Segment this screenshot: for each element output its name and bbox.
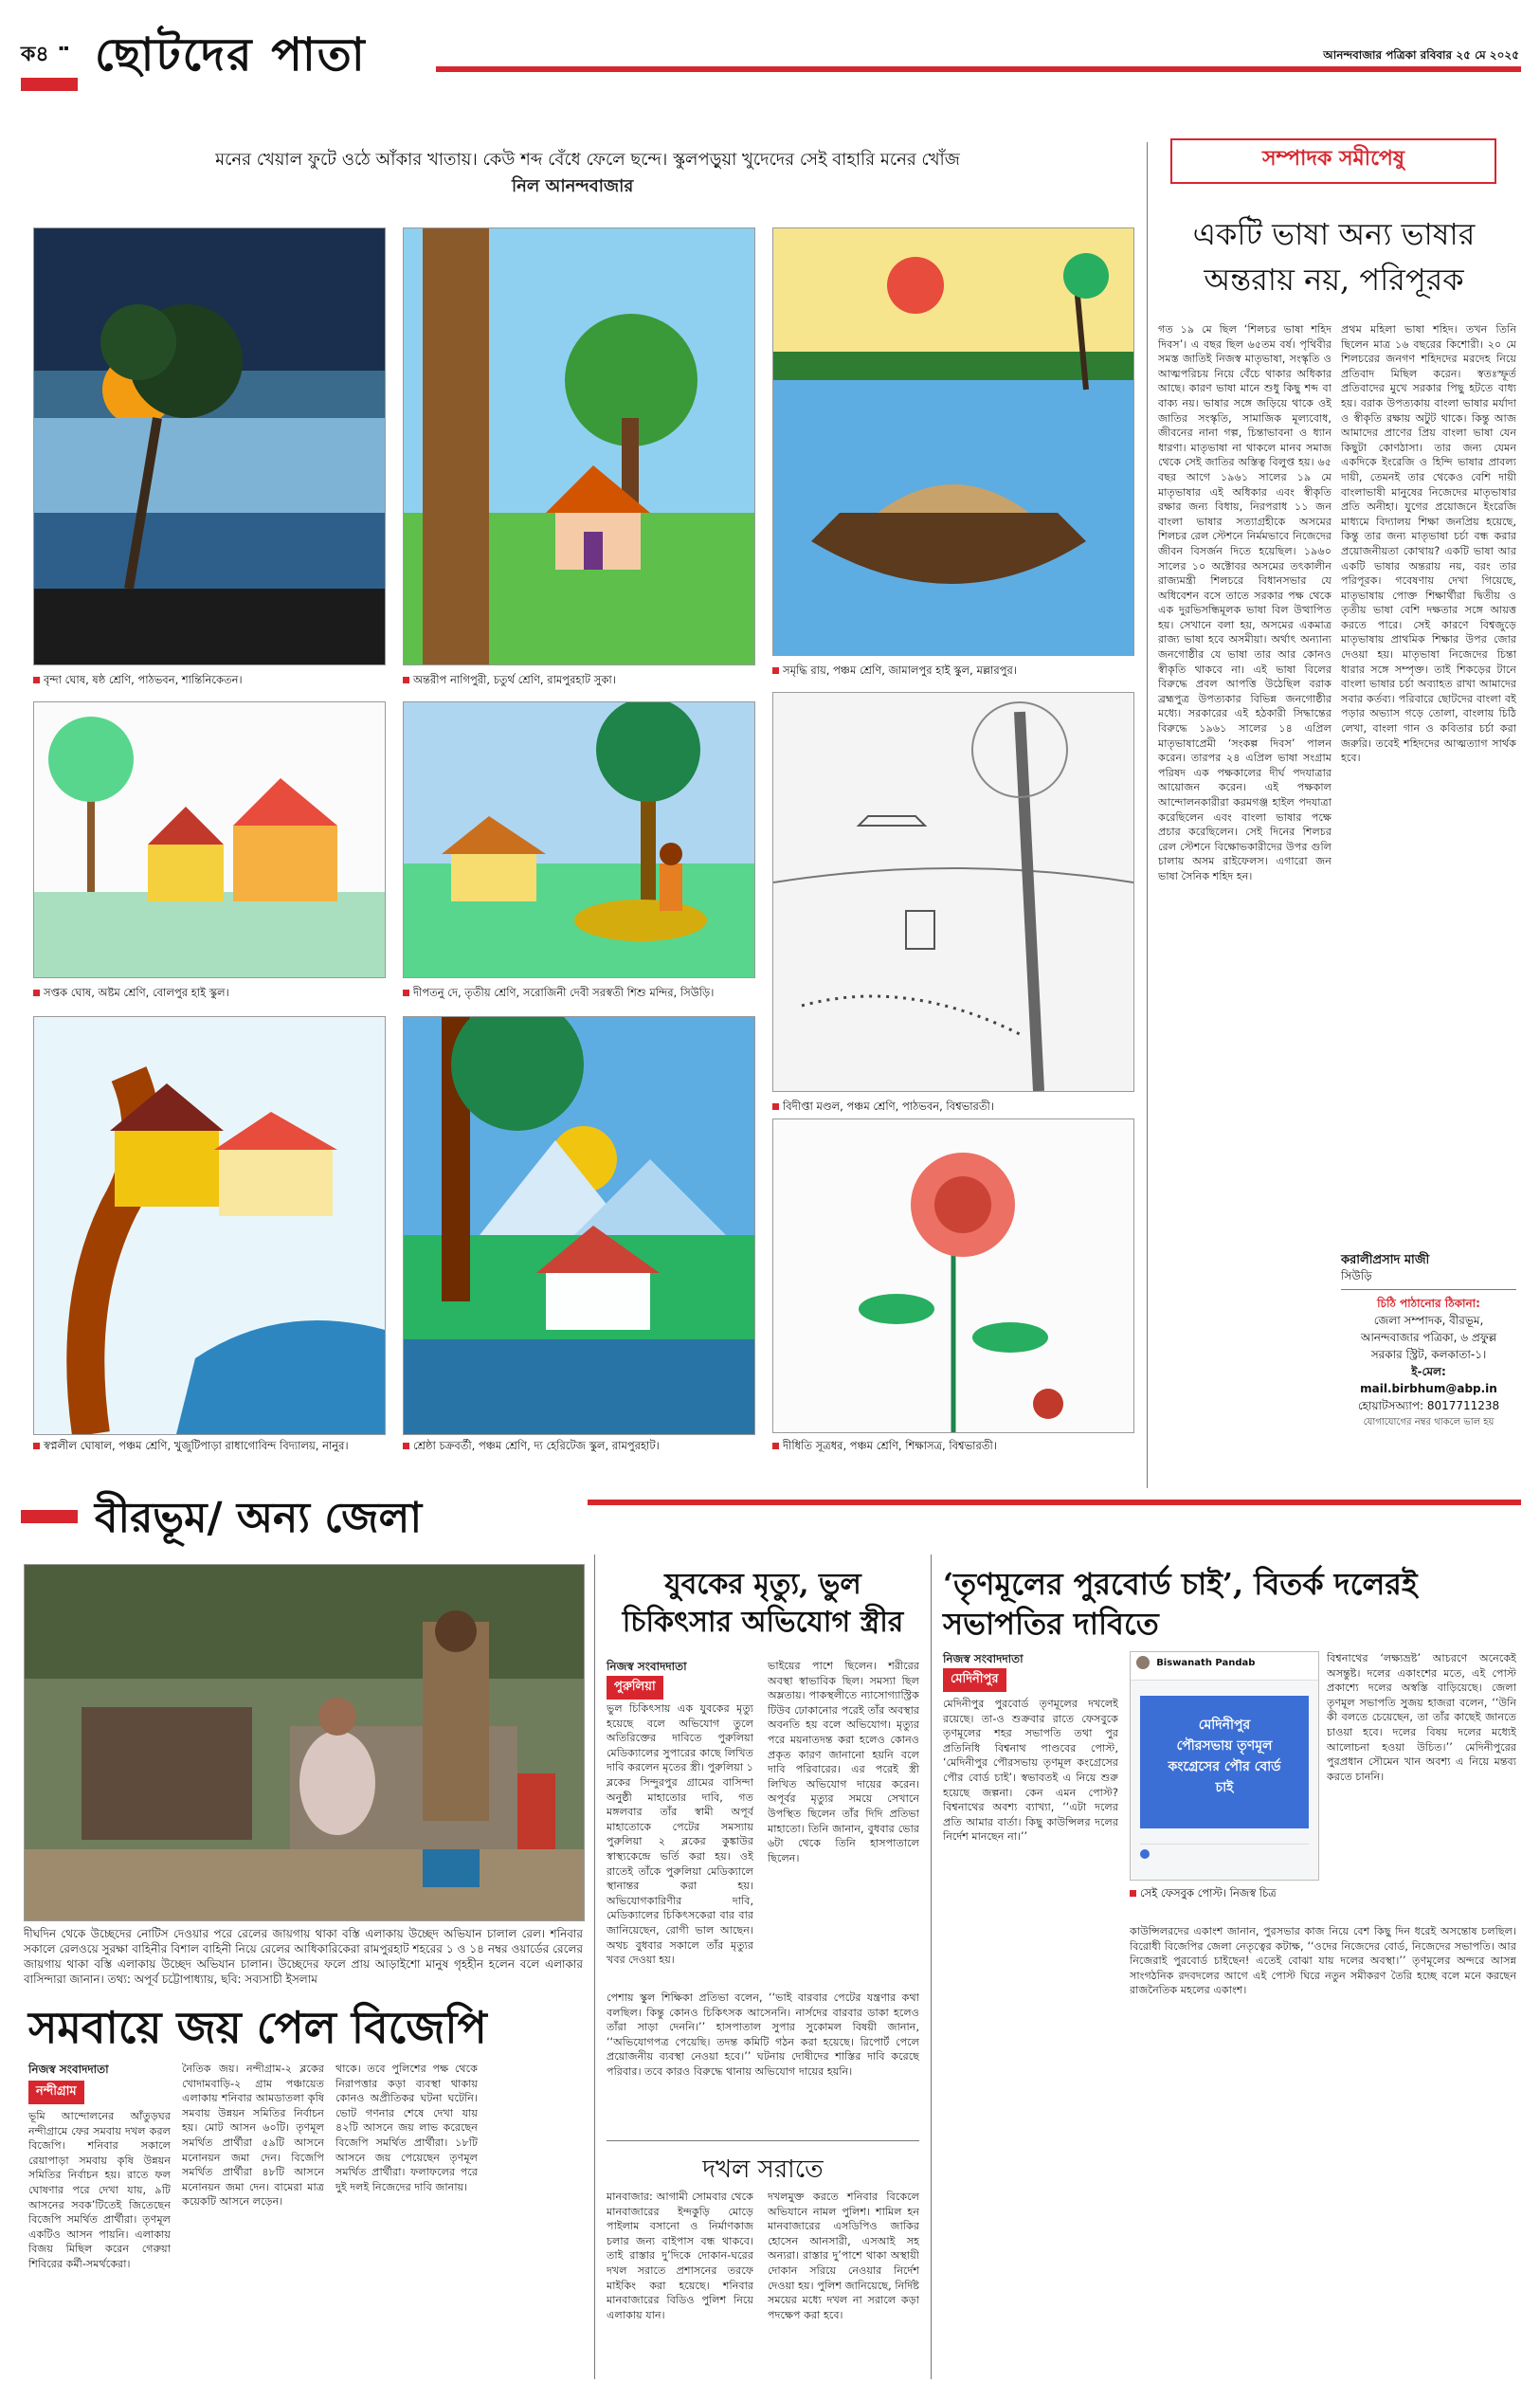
fb-post-line-3: কংগ্রেসের পৌর বোর্ড — [1168, 1759, 1281, 1774]
caption-9: দীধিতি সূত্রধর, পঞ্চম শ্রেণি, শিক্ষাসত্র, বিশ্বভারতী। — [772, 1439, 1132, 1453]
letter-author-name: করালীপ্রসাদ মাজী — [1341, 1253, 1430, 1267]
address-line-3: সরকার স্ট্রিট, কলকাতা-১। — [1370, 1348, 1487, 1361]
story-divider-1 — [594, 1555, 595, 2379]
painting-tree-moon — [33, 227, 386, 665]
letter-author-place: সিউড়ি — [1341, 1269, 1372, 1282]
district-bar-left — [21, 1510, 78, 1523]
fb-avatar — [1136, 1656, 1150, 1669]
header-bar-left — [21, 78, 78, 91]
editorial-col-2-text: প্রথম মহিলা ভাষা শহিদ। তখন তিনি ছিলেন মাত্র ১৬ বছরের কিশোরী। ২০ মে শিলচরের জনগণ শহিদদের মরদেহ নিয়ে প্রতিবাদ মিছিল করেন। স্বতঃস্ফূর্ত প্রতিবাদের মুখে সরকার পিছু হটতে বাধ্য হয়। বরাক উপত্যকায় বাংলা ভাষার মর্যাদা ও স্বীকৃতি রক্ষায় অটুট থাকে। কিন্তু আজ আমাদের প্রাণের প্রিয় বাংলা ভাষা যেন কিছুটা কোণঠাসা। তার জন্য যেমন একদিকে ইংরেজি ও হিন্দি ভাষার প্রাবল্য দায়ী, তেমনই তার থেকেও বেশি দায়ী বাংলাভাষী মানুষের নিজেদের মাতৃভাষার প্রতি অনীহা। যুগের প্রয়োজনে ইংরেজি মাধ্যমে বিদ্যালয় শিক্ষা জনপ্রিয় হয়েছে, কিন্তু তার জন্য মাতৃভাষা চর্চা বন্ধ করার প্রয়োজনীয়তা কোথায়? একটি ভাষা আর একটি ভাষার অন্তরায় নয়, বরং তার পরিপূরক। গবেষণায় দেখা গিয়েছে, মাতৃভাষায় পোক্ত শিক্ষার্থীরা দ্বিতীয় ও তৃতীয় ভাষা বেশি দক্ষতার সঙ্গে আয়ত্ত করতে পারে। সেই কারণে বিশ্বজুড়ে মাতৃভাষায় প্রাথমিক শিক্ষার উপর জোর দেওয়া হয়। মাতৃভাষা নিজেদের চিন্তা ধারার সঙ্গে সম্পৃক্ত। তাই শিকড়ের টানে বাংলা ভাষার চর্চা অব্যাহত রাখা আমাদের সবার কর্তব্য। পরিবারে ছোটদের বাংলা বই পড়ার অভ্যাস গড়ে তোলা, বাংলায় চিঠি লেখা, বাংলা গান ও কবিতার চর্চা করা জরুরি। তবেই শহিদদের আত্মত্যাগ সার্থক হবে। — [1341, 323, 1516, 765]
address-whatsapp: হোয়াটসঅ্যাপ: 8017711238 — [1357, 1399, 1500, 1412]
purulia-col-2 — [768, 1659, 919, 1986]
painting-path-house — [33, 1016, 386, 1435]
dakhal-col-2-text: দখলমুক্ত করতে শনিবার বিকেলে অভিযানে নামল পুলিশ। শামিল হন মানবাজারের এসডিপিও জাকির হোসেন আনসারী, এসআই সহ অন্যরা। রাস্তার দু’পাশে থাকা অস্থায়ী দোকান সরিয়ে নেওয়ার নির্দেশ দেওয়া হয়। পুলিশ জানিয়েছে, নির্দিষ্ট সময়ের মধ্যে দখল না সরালে কড়া পদক্ষেপ করা হবে। — [768, 2191, 919, 2321]
samabay-byline: নিজস্ব সংবাদদাতা — [28, 2063, 109, 2076]
address-footnote: যোগাযোগের নম্বর থাকলে ভাল হয় — [1363, 1417, 1495, 1427]
dakhal-col-2 — [768, 2190, 919, 2374]
purulia-col-3 — [607, 1991, 919, 2123]
samabay-col-3-text: থাকে। তবে পুলিশের পক্ষ থেকে নিরাপত্তার কড়া ব্যবস্থা থাকায় কোনও অপ্রীতিকর ঘটনা ঘটেনি। ভোট গণনার শেষে দেখা যায় ৪২টি আসনে জয় লাভ করেছেন বিজেপি সমর্থিত প্রার্থীরা। ১৮টি আসনে জয় পেয়েছেন তৃণমূল সমর্থিত প্রার্থীরা। ফলাফলের পরে দুই দলই নিজেদের দাবি জানায়। — [335, 2063, 478, 2193]
editorial-col-2 — [1341, 322, 1516, 1242]
caption-2: অন্তরীপ নাগিপুরী, চতুর্থ শ্রেণি, রামপুরহাট সুকা। — [403, 673, 753, 687]
editorial-headline-2: অন্তরায় নয়, পরিপূরক — [1204, 262, 1464, 298]
medinipur-byline: নিজস্ব সংবাদদাতা — [943, 1652, 1024, 1665]
address-email: ই-মেল: mail.birbhum@abp.in — [1360, 1365, 1497, 1395]
painting-rose — [772, 1118, 1134, 1433]
samabay-col-1-text: ভূমি আন্দোলনের আঁতুড়ঘর নন্দীগ্রামে ফের সমবায় দখল করল বিজেপি। শনিবার সকালে রেয়াপাড়া সমবায় কৃষি উন্নয়ন সমিতির নির্বাচন হয়। রাতে ফল ঘোষণার পরে দেখা যায়, ৯টি আসনের সবক’টিতেই জিতেছেন বিজেপি সমর্থিত প্রার্থীরা। তৃণমূল একটিও আসন পায়নি। এলাকায় বিজয় মিছিল করেন গেরুয়া শিবিরের কর্মী-সমর্থকেরা। — [28, 2110, 171, 2270]
header-bar-right — [436, 66, 1521, 72]
caption-5: দীপতনু দে, তৃতীয় শ্রেণি, সরোজিনী দেবী সরস্বতী শিশু মন্দির, সিউড়ি। — [403, 986, 753, 1000]
caption-4: সপ্তক ঘোষ, অষ্টম শ্রেণি, বোলপুর হাই স্কুল। — [33, 986, 384, 1000]
samabay-place: নন্দীগ্রাম — [28, 2081, 84, 2104]
district-bar-right — [588, 1500, 1521, 1505]
dakhal-col-1 — [607, 2190, 753, 2374]
purulia-byline: নিজস্ব সংবাদদাতা — [607, 1660, 687, 1673]
letters-divider — [1341, 1289, 1516, 1290]
painting-sketch-pond — [772, 692, 1134, 1092]
intro-author: নিল আনন্দবাজার — [512, 176, 634, 196]
fb-like-icon — [1140, 1849, 1150, 1859]
samabay-col-1 — [28, 2109, 171, 2374]
fb-header — [1131, 1652, 1318, 1681]
address-line-2: আনন্দবাজার পত্রিকা, ৬ প্রফুল্ল — [1360, 1331, 1497, 1344]
fb-post-line-2: পৌরসভায় তৃণমূল — [1176, 1738, 1273, 1754]
medinipur-col-1-text: মেদিনীপুর পুরবোর্ড তৃণমূলের দখলেই রয়েছে। তা-ও শুক্রবার রাতে ফেসবুকে তৃণমূলের শহর সভাপতি তথা পুর প্রতিনিধি বিশ্বনাথ পাণ্ডবের পোস্ট, ‘মেদিনীপুর পৌরসভায় তৃণমূল কংগ্রেসের পৌর বোর্ড চাই’। স্বভাবতই এ নিয়ে শুরু হয়েছে জল্পনা। কেন এমন পোস্ট? বিশ্বনাথের অবশ্য ব্যাখ্যা, ‘‘এটা দলের প্রতি আমার বার্তা। কিছু কাউন্সিলর দলের নির্দেশ মানছেন না।’’ — [943, 1698, 1118, 1844]
address-head: চিঠি পাঠানোর ঠিকানা: — [1377, 1297, 1480, 1310]
eviction-photo — [24, 1564, 585, 1921]
fb-post-line-1: মেদিনীপুর — [1198, 1718, 1251, 1733]
caption-8: শ্রেষ্ঠা চক্রবর্তী, পঞ্চম শ্রেণি, দ্য হেরিটেজ স্কুল, রামপুরহাট। — [403, 1439, 753, 1453]
purulia-col-1-text: ভুল চিকিৎসায় এক যুবকের মৃত্যু হয়েছে বলে অভিযোগ তুলে অতিরিক্তের দাবিতে পুরুলিয়া মেডিক্যালের সুপারের কাছে লিখিত দাবি করলেন মৃতের স্ত্রী। পুরুলিয়া ১ ব্লকের সিন্দুরপুর গ্রামের বাসিন্দা অনুষ্ঠী মাহাতোর দাবি, গত মঙ্গলবার তাঁর স্বামী অপূর্ব মাহাতোকে পেটের সমস্যায় পুরুলিয়া ২ ব্লকের কুঙ্কাউর স্বাস্থ্যকেন্দ্রে ভর্তি করা হয়। ওই রাতেই তাঁকে পুরুলিয়া মেডিক্যালে স্থানান্তর করা হয়। অভিযোগকারিণীর দাবি, মেডিক্যালের চিকিৎসকেরা বার বার জানিয়েছেন, রোগী ভাল আছেন। অথচ বুধবার সকালে তাঁর মৃত্যুর খবর দেওয়া হয়। — [607, 1702, 753, 1967]
medinipur-place: মেদিনীপুর — [943, 1668, 1006, 1692]
samabay-headline: সমবায়ে জয় পেল বিজেপি — [28, 2002, 487, 2053]
eviction-caption-text: দীঘদিন থেকে উচ্ছেদের নোটিস দেওয়ার পরে রেলের জায়গায় থাকা বস্তি এলাকায় উচ্ছেদ অভিযান চালাল রেল। শনিবার সকালে রেলওয়ে সুরক্ষা বাহিনীর বিশাল বাহিনী নিয়ে রেলের আধিকারিকেরা রামপুরহাট শহরের ১ ও ১৪ নম্বর ওয়ার্ডের রেলের জায়গায় থাকা বস্তি এলাকায় উচ্ছেদ অভিযান চালান। উচ্ছেদের ফলে প্রায় আড়াইশো মানুষ গৃহহীন হলেন বলে এলাকার বাসিন্দারা জানান। তথ্য: অপূর্ব চট্টোপাধ্যায়, ছবি: সব্যসাচী ইসলাম — [24, 1927, 583, 1986]
medinipur-col-3-text: কাউন্সিলরদের একাংশ জানান, পুরসভার কাজ নিয়ে বেশ কিছু দিন ধরেই অসন্তোষ চলছিল। বিরোধী বিজেপির জেলা নেতৃত্বের কটাক্ষ, ‘‘ওদের নিজেদের বোর্ড, নিজেদের সভাপতি। আর নিজেরাই পুরবোর্ড চাইছেন! এতেই বোঝা যায় দলের অবস্থা।’’ তৃণমূলের অন্দরে আসন্ন সাংগঠনিক রদবদলের আগে এই পোস্ট ঘিরে নতুন সমীকরণ তৈরি হচ্ছে বলে মনে করছেন রাজনৈতিক মহলের একাংশ। — [1130, 1925, 1516, 1997]
editorial-label-text: সম্পাদক সমীপেষু — [1262, 147, 1404, 171]
district-title: বীরভূম/ অন্য জেলা — [95, 1494, 423, 1542]
painting-boat-sunset — [772, 227, 1134, 656]
caption-6: বিদীপ্তা মণ্ডল, পঞ্চম শ্রেণি, পাঠভবন, বিশ্বভারতী। — [772, 1100, 1132, 1114]
header-seal: ▪▪ — [59, 44, 69, 52]
editorial-headline-1: একটি ভাষা অন্য ভাষার — [1192, 216, 1476, 252]
caption-7: স্বপ্নলীল ঘোষাল, পঞ্চম শ্রেণি, খুজুটিপাড়া রাধাগোবিন্দ বিদ্যালয়, নানুর। — [33, 1439, 384, 1453]
painting-boy-tree — [403, 701, 755, 978]
editorial-col-1 — [1158, 322, 1332, 1460]
purulia-col-1 — [607, 1701, 753, 1986]
caption-1: বৃন্দা ঘোষ, ষষ্ঠ শ্রেণি, পাঠভবন, শান্তিনিকেতন। — [33, 673, 384, 687]
masthead: আনন্দবাজার পত্রিকা রবিবার ২৫ মে ২০২৫ — [1323, 48, 1519, 62]
dakhal-top-rule — [607, 2140, 919, 2141]
fb-post-card — [1140, 1696, 1309, 1828]
samabay-col-2-text: নৈতিক জয়। নন্দীগ্রাম-২ ব্লকের খোদামবাড়ি-২ গ্রাম পঞ্চায়েত এলাকায় শনিবার আমডাতলা কৃষি সমবায় উন্নয়ন সমিতির নির্বাচন হয়। মোট আসন ৬০টি। তৃণমূল সমর্থিত প্রার্থীরা ৫৯টি আসনে মনোনয়ন জমা দেন। বিজেপি সমর্থিত প্রার্থীরা ৪৮টি আসনে মনোনয়ন জমা দেন। বামেরা মাত্র কয়েকটি আসনে লড়েন। — [182, 2063, 324, 2209]
purulia-headline: যুবকের মৃত্যু, ভুল চিকিৎসার অভিযোগ স্ত্রীর — [622, 1568, 904, 1639]
editorial-label — [1170, 138, 1496, 184]
purulia-place: পুরুলিয়া — [607, 1676, 663, 1700]
dakhal-col-1-text: মানবাজার: আগামী সোমবার থেকে মানবাজারের ইন্দকুড়ি মোড়ে পাইলাম বসানো ও নির্মাণকাজ চলার জন্য বাইপাস বন্ধ থাকবে। তাই রাস্তার দু’দিকে দোকান-ঘরের দখল সরাতে প্রশাসনের তরফে মাইকিং করা হয়েছে। শনিবার মানবাজারের বিডিও পুলিশ নিয়ে এলাকায় যান। — [607, 2191, 753, 2321]
medinipur-headline: ‘তৃণমূলের পুরবোর্ড চাই’, বিতর্ক দলেরই সভাপতির দাবিতে — [943, 1566, 1418, 1642]
facebook-post — [1130, 1651, 1319, 1881]
samabay-col-2 — [182, 2062, 324, 2374]
page-number: ক৪ — [21, 43, 49, 66]
painting-village-tree — [403, 227, 755, 665]
fb-username: Biswanath Pandab — [1156, 1658, 1256, 1668]
fb-reactions — [1140, 1844, 1309, 1858]
column-divider — [1147, 142, 1148, 1488]
letters-address — [1341, 1295, 1516, 1431]
medinipur-col-1 — [943, 1697, 1118, 2374]
medinipur-col-3 — [1130, 1924, 1516, 2374]
medinipur-col-2 — [1327, 1651, 1516, 1917]
purulia-col-3-text: পেশায় স্কুল শিক্ষিকা প্রতিভা বলেন, ‘‘ভাই বারবার পেটের যন্ত্রণার কথা বলছিল। কিন্তু কোনও চিকিৎসক আসেননি। নার্সদের বারবার ডাকা হলেও তাঁরা সাড়া দেননি।’’ হাসপাতাল সুপার সুকোমল বিষয়ী জানান, ‘‘অভিযোগপত্র পেয়েছি। তদন্ত কমিটি গঠন করা হয়েছে। রিপোর্ট পেলে প্রয়োজনীয় ব্যবস্থা নেওয়া হবে।’’ ঘটনায় দোষীদের শাস্তির দাবি করেছে পরিবার। তবে কারও বিরুদ্ধে থানায় অভিযোগ দায়ের হয়নি। — [607, 1991, 919, 2078]
caption-3: সমৃদ্ধি রায়, পঞ্চম শ্রেণি, জামালপুর হাই স্কুল, মল্লারপুর। — [772, 664, 1132, 678]
section-title: ছোটদের পাতা — [95, 28, 367, 82]
painting-mountain-house — [403, 1016, 755, 1435]
samabay-col-3 — [335, 2062, 478, 2374]
dakhal-headline: দখল সরাতে — [702, 2155, 824, 2184]
story-divider-2 — [931, 1555, 932, 2379]
editorial-col-1-text: গত ১৯ মে ছিল ‘শিলচর ভাষা শহিদ দিবস’। এ বছর ছিল ৬৫তম বর্ষ। পৃথিবীর সমস্ত জাতিই নিজস্ব মাতৃভাষা, সংস্কৃতি ও আত্মপরিচয় নিয়ে বেঁচে থাকার অধিকার আছে। কারণ ভাষা মানে শুধু কিছু শব্দ বা বাক্য নয়। ভাষার সঙ্গে জড়িয়ে থাকে ওই জাতির সংস্কৃতি, সামাজিক মূল্যবোধ, জীবনের নানা গল্প, চিন্তাভাবনা ও ধ্যান ধারণা। মাতৃভাষা না থাকলে মানব সমাজ থেকে সেই জাতির অস্তিত্ব বিলুপ্ত হয়। ৬৫ বছর আগে ১৯৬১ সালের ১৯ মে মাতৃভাষার এই অধিকার এবং স্বীকৃতি রক্ষার জন্য বিধায়, নিরপরাধ ১১ জন বাংলা ভাষার সত্যাগ্রহীকে অসমের শিলচর রেল স্টেশনে নির্মমভাবে নিজেদের জীবন বিসর্জন দিতে হয়েছিল। ১৯৬০ সালের ১০ অক্টোবর অসমের তৎকালীন রাজ্যমন্ত্রী শিলচরে বিধানসভার যে অধিবেশন বসে তাতে সরকার পক্ষ থেকে এক দুরভিসন্ধিমূলক ভাষা বিল উত্থাপিত হয়। সেখানে বলা হয়, অসমের একমাত্র রাজ্য ভাষা হবে অসমীয়া। অর্থাৎ অন্যান্য জনগোষ্ঠীর যে ভাষা তার আর কোনও স্বীকৃতি থাকবে না। এই ভাষা বিলের বিরুদ্ধে প্রবল আপত্তি উঠেছিল বরাক ব্রহ্মপুত্র উপত্যকার বিভিন্ন জনগোষ্ঠীর মধ্যে। সরকারের এই হঠকারী সিদ্ধান্তের বিরুদ্ধে ১৯৬১ সালের ১৪ এপ্রিল মাতৃভাষাপ্রেমী ‘সংকল্প দিবস’ পালন করেন। তারপর ২৪ এপ্রিল ভাষা সংগ্রাম পরিষদ এক পক্ষকালের দীর্ঘ পদযাত্রার আয়োজন করেন। এই পক্ষকাল আন্দোলনকারীরা করমগঞ্জ হাইল পদযাত্রা করেছিলেন এবং বাংলা ভাষার পক্ষে প্রচার করেছিলেন। সেই দিনের শিলচর রেল স্টেশনে বিক্ষোভকারীদের উপর গুলি চালায় অসম রাইফেলস। এগারো জন ভাষা সৈনিক শহিদ হন। — [1158, 323, 1332, 882]
address-line-1: জেলা সম্পাদক, বীরভূম, — [1373, 1314, 1484, 1327]
intro-blurb: মনের খেয়াল ফুটে ওঠে আঁকার খাতায়। কেউ শব্দ বেঁধে ফেলে ছন্দে। স্কুলপড়ুয়া খুদেদের সেই বাহারি মনের খোঁজ — [215, 150, 960, 170]
fb-post-line-4: চাই — [1215, 1780, 1234, 1795]
eviction-photo-caption — [24, 1926, 583, 1992]
facebook-caption: সেই ফেসবুক পোস্ট। নিজস্ব চিত্র — [1130, 1886, 1317, 1900]
painting-red-houses — [33, 701, 386, 978]
medinipur-col-2-text: বিশ্বনাথের ‘লক্ষ্যভ্রষ্ট’ আচরণে অনেকেই অসন্তুষ্ট। দলের একাংশের মতে, এই পোস্ট প্রকাশ্যে দলের অস্বস্তি বাড়িয়েছে। জেলা তৃণমূল সভাপতি সুজয় হাজরা বলেন, ‘‘উনি কী বলতে চেয়েছেন, তা তাঁর কাছেই জানতে চাওয়া হবে। দলের বিষয় দলের মধ্যেই আলোচনা হওয়া উচিত।’’ মেদিনীপুরের পুরপ্রধান সৌমেন খান অবশ্য এ নিয়ে মন্তব্য করতে চাননি। — [1327, 1652, 1516, 1783]
purulia-col-2-text: ভাইয়ের পাশে ছিলেন। শরীরের অবস্থা স্বাভাবিক ছিল। সমস্যা ছিল অম্লতায়। পাকস্থলীতে ন্যাসোগ্যাস্ট্রিক টিউব ঢোকানোর পরেই তাঁর অবস্থার অবনতি হয় বলে অভিযোগ। মৃত্যুর পরে ময়নাতদন্ত করা হলেও কোনও প্রকৃত কারণ জানানো হয়নি বলে দাবি পরিবারের। এর পরেই স্ত্রী লিখিত অভিযোগ দায়ের করেন। অপূর্বর মৃত্যুর সময়ে সেখানে উপস্থিত ছিলেন তাঁর দিদি প্রতিভা মাহাতো। তিনি জানান, বুধবার ভোর ৬টা থেকে তিনি হাসপাতালে ছিলেন। — [768, 1660, 919, 1864]
